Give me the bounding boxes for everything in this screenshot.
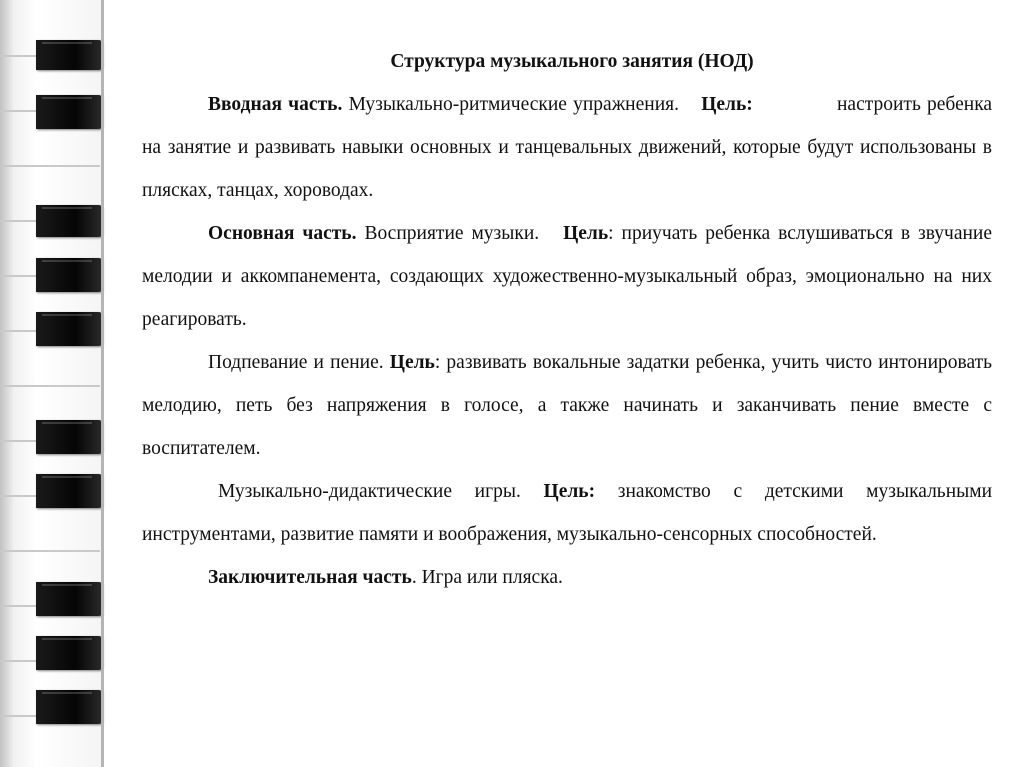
keyboard-edge [101,0,104,767]
goal-text: знакомство с детскими музыкальными инструментами, развитие памяти и воображения, музыкально-сенсорных способностей. [142,481,993,545]
section-main [142,212,992,341]
black-key [36,40,102,70]
section-heading: Заключительная часть [208,567,412,588]
goal-label: Цель [563,223,609,244]
black-key [36,582,102,616]
section-heading: Основная часть. [208,223,357,244]
black-key [36,258,102,292]
goal-label: Цель: [701,94,753,115]
section-activity: Музыкально-дидактические игры. [218,481,521,502]
section-games [142,470,992,556]
keyboard-shadow [0,0,14,767]
document-body [142,40,992,599]
goal-label: Цель: [543,481,596,502]
white-key-divider [0,385,100,387]
black-key [36,95,102,129]
goal-text: настроить ребенка на занятие и развивать навыки основных и танцевальных движений, которые будут использованы в плясках, танцах, хороводах. [142,94,993,201]
piano-keyboard-decoration [0,0,104,767]
black-key [36,312,102,346]
goal-text: : приучать ребенка вслушиваться в звучание мелодии и аккомпанемента, создающих художественно-музыкальный образ, эмоционально на них реагировать. [142,223,993,330]
black-key [36,205,102,237]
black-key [36,690,102,724]
black-key [36,474,102,508]
white-key-divider [0,165,100,167]
section-heading: Вводная часть. [208,94,343,115]
section-intro [142,83,992,212]
page-title: Структура музыкального занятия (НОД) [390,51,754,72]
section-activity: Восприятие музыки. [364,223,540,244]
section-activity: Музыкально-ритмические упражнения. [348,94,679,115]
section-activity: . Игра или пляска. [411,567,563,588]
black-key [36,636,102,670]
section-activity: Подпевание и пение. [208,352,384,373]
goal-label: Цель [389,352,435,373]
section-final [142,556,992,599]
section-singing [142,341,992,470]
black-key [36,420,102,454]
white-key-divider [0,550,100,552]
goal-text: : развивать вокальные задатки ребенка, учить чисто интонировать мелодию, петь без напряжения в голосе, а также начинать и заканчивать пение вместе с воспитателем. [142,352,993,459]
